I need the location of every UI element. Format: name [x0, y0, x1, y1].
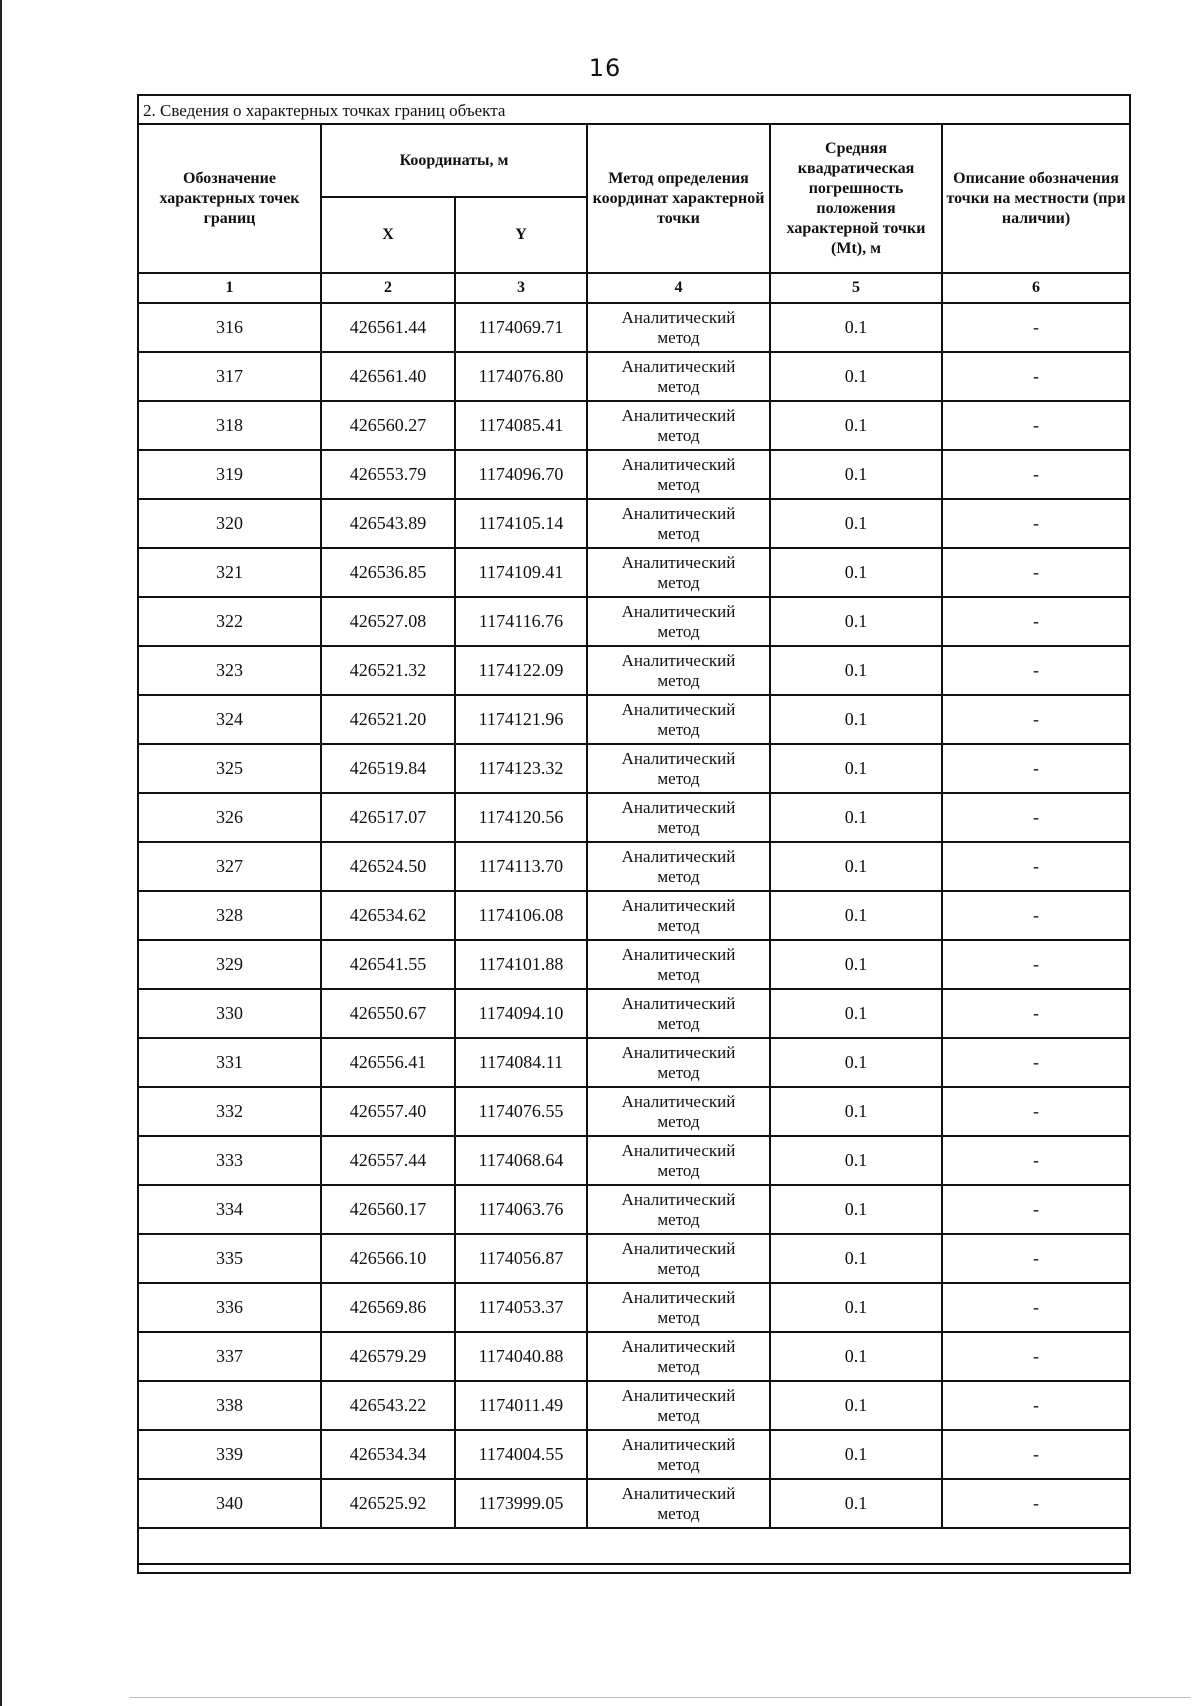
method-line: Аналитический [621, 797, 736, 817]
x-coordinate-cell: 426521.32 [321, 646, 455, 695]
method-line: метод [657, 1062, 700, 1082]
description-cell: - [942, 401, 1129, 450]
mean-error-cell: 0.1 [770, 1136, 942, 1185]
method-cell [587, 940, 770, 989]
method-cell [587, 793, 770, 842]
method-cell [587, 1381, 770, 1430]
table-row [139, 499, 1129, 548]
table-row [139, 1087, 1129, 1136]
method-line: метод [657, 866, 700, 886]
point-id-cell: 327 [139, 842, 321, 891]
method-line: метод [657, 670, 700, 690]
method-cell [587, 499, 770, 548]
point-id-cell: 325 [139, 744, 321, 793]
mean-error-cell: 0.1 [770, 1234, 942, 1283]
y-coordinate-cell: 1174053.37 [455, 1283, 587, 1332]
description-cell: - [942, 1283, 1129, 1332]
y-coordinate-cell: 1174094.10 [455, 989, 587, 1038]
method-cell [587, 1038, 770, 1087]
description-cell: - [942, 499, 1129, 548]
method-cell [587, 597, 770, 646]
description-cell: - [942, 303, 1129, 352]
y-coordinate-cell: 1174116.76 [455, 597, 587, 646]
method-line: Аналитический [621, 405, 736, 425]
description-cell: - [942, 695, 1129, 744]
table-row [139, 1332, 1129, 1381]
table-row [139, 1479, 1129, 1528]
method-line: метод [657, 474, 700, 494]
description-cell: - [942, 1381, 1129, 1430]
table-row [139, 548, 1129, 597]
header-description: Описание обозначения точки на местности (при наличии) [942, 125, 1129, 273]
x-coordinate-cell: 426534.62 [321, 891, 455, 940]
mean-error-cell: 0.1 [770, 793, 942, 842]
point-id-cell: 334 [139, 1185, 321, 1234]
mean-error-cell: 0.1 [770, 352, 942, 401]
method-line: Аналитический [621, 601, 736, 621]
method-line: метод [657, 425, 700, 445]
mean-error-cell: 0.1 [770, 597, 942, 646]
table-row [139, 401, 1129, 450]
table-row [139, 1430, 1129, 1479]
point-id-cell: 338 [139, 1381, 321, 1430]
point-id-cell: 337 [139, 1332, 321, 1381]
description-cell: - [942, 1234, 1129, 1283]
point-id-cell: 317 [139, 352, 321, 401]
method-cell [587, 1185, 770, 1234]
description-cell: - [942, 744, 1129, 793]
point-id-cell: 328 [139, 891, 321, 940]
point-id-cell: 340 [139, 1479, 321, 1528]
method-line: метод [657, 1258, 700, 1278]
table-row [139, 744, 1129, 793]
method-line: Аналитический [621, 1238, 736, 1258]
x-coordinate-cell: 426524.50 [321, 842, 455, 891]
x-coordinate-cell: 426534.34 [321, 1430, 455, 1479]
y-coordinate-cell: 1174106.08 [455, 891, 587, 940]
method-cell [587, 1479, 770, 1528]
description-cell: - [942, 891, 1129, 940]
y-coordinate-cell: 1174113.70 [455, 842, 587, 891]
y-coordinate-cell: 1174068.64 [455, 1136, 587, 1185]
description-cell: - [942, 548, 1129, 597]
point-id-cell: 335 [139, 1234, 321, 1283]
description-cell: - [942, 597, 1129, 646]
description-cell: - [942, 1038, 1129, 1087]
y-coordinate-cell: 1174069.71 [455, 303, 587, 352]
point-id-cell: 330 [139, 989, 321, 1038]
method-line: Аналитический [621, 1140, 736, 1160]
mean-error-cell: 0.1 [770, 303, 942, 352]
mean-error-cell: 0.1 [770, 450, 942, 499]
method-cell [587, 450, 770, 499]
method-line: метод [657, 1454, 700, 1474]
x-coordinate-cell: 426561.40 [321, 352, 455, 401]
method-line: Аналитический [621, 699, 736, 719]
method-line: Аналитический [621, 1287, 736, 1307]
table-row [139, 1283, 1129, 1332]
description-cell: - [942, 1136, 1129, 1185]
method-line: метод [657, 1405, 700, 1425]
page-number: 16 [588, 54, 622, 82]
x-coordinate-cell: 426541.55 [321, 940, 455, 989]
x-coordinate-cell: 426579.29 [321, 1332, 455, 1381]
x-coordinate-cell: 426560.27 [321, 401, 455, 450]
method-line: метод [657, 1209, 700, 1229]
point-id-cell: 323 [139, 646, 321, 695]
scan-edge [0, 0, 2, 1706]
header-point-designation: Обозначение характерных точек границ [139, 125, 321, 273]
document-frame [137, 94, 1131, 1574]
header-y: Y [455, 197, 587, 273]
method-line: метод [657, 915, 700, 935]
description-cell: - [942, 1479, 1129, 1528]
method-line: метод [657, 572, 700, 592]
method-cell [587, 1087, 770, 1136]
x-coordinate-cell: 426536.85 [321, 548, 455, 597]
mean-error-cell: 0.1 [770, 499, 942, 548]
method-line: Аналитический [621, 895, 736, 915]
description-cell: - [942, 940, 1129, 989]
x-coordinate-cell: 426556.41 [321, 1038, 455, 1087]
method-cell [587, 695, 770, 744]
method-line: Аналитический [621, 1483, 736, 1503]
table-row [139, 842, 1129, 891]
method-cell [587, 401, 770, 450]
table-row [139, 1038, 1129, 1087]
mean-error-cell: 0.1 [770, 646, 942, 695]
description-cell: - [942, 646, 1129, 695]
method-cell [587, 303, 770, 352]
mean-error-cell: 0.1 [770, 1283, 942, 1332]
method-line: метод [657, 1160, 700, 1180]
column-number: 5 [770, 273, 942, 303]
method-line: метод [657, 1013, 700, 1033]
table-row [139, 450, 1129, 499]
method-line: Аналитический [621, 1385, 736, 1405]
method-cell [587, 842, 770, 891]
mean-error-cell: 0.1 [770, 744, 942, 793]
method-cell [587, 744, 770, 793]
y-coordinate-cell: 1174123.32 [455, 744, 587, 793]
method-line: метод [657, 719, 700, 739]
column-number: 1 [139, 273, 321, 303]
header-x: X [321, 197, 455, 273]
y-coordinate-cell: 1173999.05 [455, 1479, 587, 1528]
mean-error-cell: 0.1 [770, 940, 942, 989]
x-coordinate-cell: 426527.08 [321, 597, 455, 646]
mean-error-cell: 0.1 [770, 989, 942, 1038]
column-number: 3 [455, 273, 587, 303]
mean-error-cell: 0.1 [770, 1087, 942, 1136]
point-id-cell: 318 [139, 401, 321, 450]
point-id-cell: 336 [139, 1283, 321, 1332]
method-cell [587, 352, 770, 401]
method-line: метод [657, 768, 700, 788]
column-number: 2 [321, 273, 455, 303]
method-line: Аналитический [621, 552, 736, 572]
y-coordinate-cell: 1174084.11 [455, 1038, 587, 1087]
method-line: Аналитический [621, 454, 736, 474]
mean-error-cell: 0.1 [770, 548, 942, 597]
description-cell: - [942, 352, 1129, 401]
x-coordinate-cell: 426557.44 [321, 1136, 455, 1185]
method-line: Аналитический [621, 1091, 736, 1111]
table-row [139, 1381, 1129, 1430]
description-cell: - [942, 1087, 1129, 1136]
method-line: метод [657, 817, 700, 837]
x-coordinate-cell: 426550.67 [321, 989, 455, 1038]
point-id-cell: 333 [139, 1136, 321, 1185]
point-id-cell: 322 [139, 597, 321, 646]
x-coordinate-cell: 426525.92 [321, 1479, 455, 1528]
method-cell [587, 1430, 770, 1479]
table-row [139, 646, 1129, 695]
y-coordinate-cell: 1174011.49 [455, 1381, 587, 1430]
point-id-cell: 324 [139, 695, 321, 744]
method-line: Аналитический [621, 307, 736, 327]
x-coordinate-cell: 426553.79 [321, 450, 455, 499]
header-method: Метод определения координат характерной точки [587, 125, 770, 273]
section-title: 2. Сведения о характерных точках границ объекта [139, 96, 1129, 125]
method-cell [587, 1332, 770, 1381]
mean-error-cell: 0.1 [770, 891, 942, 940]
description-cell: - [942, 450, 1129, 499]
x-coordinate-cell: 426569.86 [321, 1283, 455, 1332]
method-line: Аналитический [621, 356, 736, 376]
table-row [139, 940, 1129, 989]
table-row [139, 352, 1129, 401]
x-coordinate-cell: 426521.20 [321, 695, 455, 744]
table-footer-row [139, 1528, 1129, 1564]
method-line: метод [657, 1503, 700, 1523]
table-row [139, 989, 1129, 1038]
mean-error-cell: 0.1 [770, 1430, 942, 1479]
boundary-points-table [139, 125, 1129, 1565]
table-row [139, 1234, 1129, 1283]
point-id-cell: 320 [139, 499, 321, 548]
y-coordinate-cell: 1174109.41 [455, 548, 587, 597]
header-mean-error: Средняя квадратическая погрешность положения характерной точки (Mt), м [770, 125, 942, 273]
method-cell [587, 548, 770, 597]
method-line: метод [657, 376, 700, 396]
y-coordinate-cell: 1174085.41 [455, 401, 587, 450]
x-coordinate-cell: 426543.22 [321, 1381, 455, 1430]
table-row [139, 1185, 1129, 1234]
method-cell [587, 1136, 770, 1185]
method-line: метод [657, 523, 700, 543]
y-coordinate-cell: 1174121.96 [455, 695, 587, 744]
point-id-cell: 321 [139, 548, 321, 597]
description-cell: - [942, 793, 1129, 842]
y-coordinate-cell: 1174004.55 [455, 1430, 587, 1479]
mean-error-cell: 0.1 [770, 1185, 942, 1234]
method-cell [587, 891, 770, 940]
method-cell [587, 1283, 770, 1332]
method-line: Аналитический [621, 503, 736, 523]
method-line: Аналитический [621, 1434, 736, 1454]
y-coordinate-cell: 1174105.14 [455, 499, 587, 548]
x-coordinate-cell: 426560.17 [321, 1185, 455, 1234]
x-coordinate-cell: 426517.07 [321, 793, 455, 842]
mean-error-cell: 0.1 [770, 1038, 942, 1087]
y-coordinate-cell: 1174101.88 [455, 940, 587, 989]
x-coordinate-cell: 426519.84 [321, 744, 455, 793]
method-line: Аналитический [621, 748, 736, 768]
method-line: метод [657, 327, 700, 347]
method-cell [587, 989, 770, 1038]
column-number: 4 [587, 273, 770, 303]
header-coordinates: Координаты, м [321, 125, 587, 197]
x-coordinate-cell: 426543.89 [321, 499, 455, 548]
method-line: Аналитический [621, 993, 736, 1013]
method-line: Аналитический [621, 1336, 736, 1356]
method-line: метод [657, 964, 700, 984]
column-number: 6 [942, 273, 1129, 303]
method-line: метод [657, 1307, 700, 1327]
method-line: Аналитический [621, 846, 736, 866]
x-coordinate-cell: 426561.44 [321, 303, 455, 352]
mean-error-cell: 0.1 [770, 1381, 942, 1430]
mean-error-cell: 0.1 [770, 401, 942, 450]
mean-error-cell: 0.1 [770, 1479, 942, 1528]
description-cell: - [942, 1332, 1129, 1381]
method-line: метод [657, 621, 700, 641]
point-id-cell: 332 [139, 1087, 321, 1136]
method-cell [587, 646, 770, 695]
y-coordinate-cell: 1174076.55 [455, 1087, 587, 1136]
description-cell: - [942, 1185, 1129, 1234]
y-coordinate-cell: 1174122.09 [455, 646, 587, 695]
y-coordinate-cell: 1174120.56 [455, 793, 587, 842]
method-line: Аналитический [621, 650, 736, 670]
scan-edge-bottom [130, 1697, 1190, 1698]
point-id-cell: 326 [139, 793, 321, 842]
mean-error-cell: 0.1 [770, 695, 942, 744]
point-id-cell: 329 [139, 940, 321, 989]
mean-error-cell: 0.1 [770, 842, 942, 891]
description-cell: - [942, 1430, 1129, 1479]
description-cell: - [942, 842, 1129, 891]
method-line: метод [657, 1356, 700, 1376]
table-row [139, 891, 1129, 940]
table-row [139, 695, 1129, 744]
description-cell: - [942, 989, 1129, 1038]
x-coordinate-cell: 426557.40 [321, 1087, 455, 1136]
method-line: Аналитический [621, 1189, 736, 1209]
y-coordinate-cell: 1174076.80 [455, 352, 587, 401]
point-id-cell: 319 [139, 450, 321, 499]
table-row [139, 793, 1129, 842]
method-line: Аналитический [621, 944, 736, 964]
table-row [139, 1136, 1129, 1185]
y-coordinate-cell: 1174063.76 [455, 1185, 587, 1234]
y-coordinate-cell: 1174056.87 [455, 1234, 587, 1283]
mean-error-cell: 0.1 [770, 1332, 942, 1381]
point-id-cell: 316 [139, 303, 321, 352]
x-coordinate-cell: 426566.10 [321, 1234, 455, 1283]
table-row [139, 597, 1129, 646]
table-row [139, 303, 1129, 352]
point-id-cell: 339 [139, 1430, 321, 1479]
y-coordinate-cell: 1174096.70 [455, 450, 587, 499]
method-line: Аналитический [621, 1042, 736, 1062]
method-cell [587, 1234, 770, 1283]
point-id-cell: 331 [139, 1038, 321, 1087]
method-line: метод [657, 1111, 700, 1131]
y-coordinate-cell: 1174040.88 [455, 1332, 587, 1381]
